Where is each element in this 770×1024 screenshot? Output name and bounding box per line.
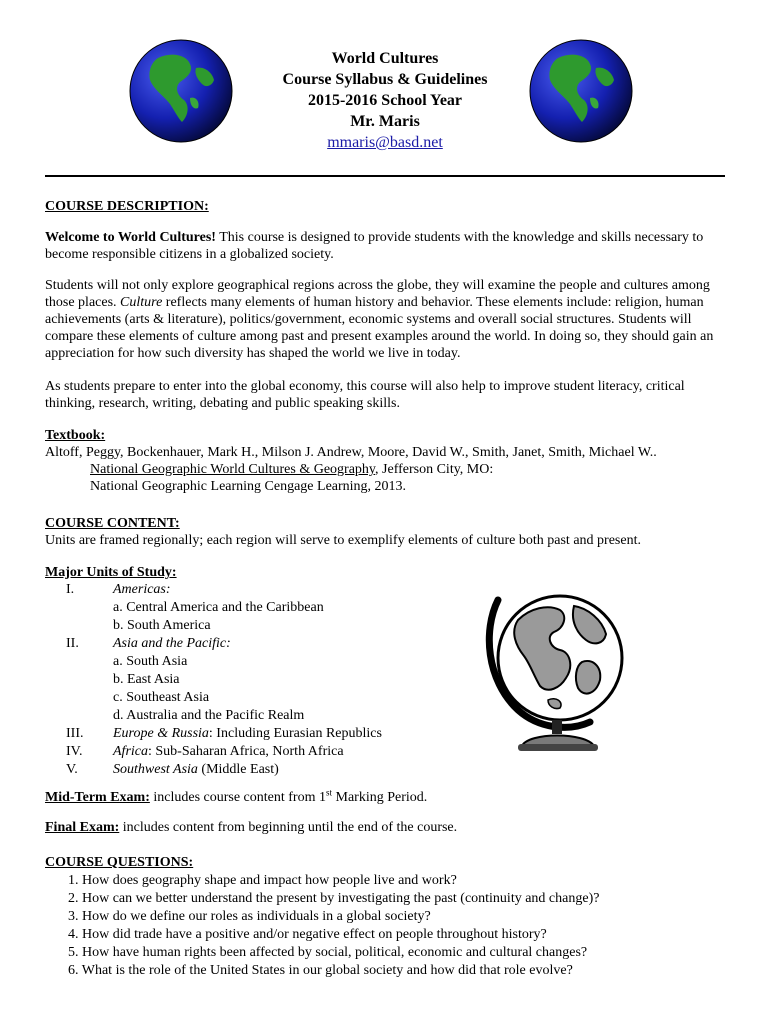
culture-word: Culture bbox=[120, 295, 163, 310]
unit-1-sub-a: a. Central America and the Caribbean bbox=[113, 600, 324, 615]
teacher-email-link[interactable]: mmaris@basd.net bbox=[327, 134, 443, 151]
textbook-publisher: National Geographic Learning Cengage Learning, 2013. bbox=[90, 479, 407, 494]
unit-2-sub-d: d. Australia and the Pacific Realm bbox=[113, 708, 305, 723]
unit-2-sub-a: a. South Asia bbox=[113, 654, 188, 669]
school-year: 2015-2016 School Year bbox=[307, 92, 463, 109]
course-content-text: Units are framed regionally; each region will serve to exemplify elements of culture both past and present. bbox=[45, 533, 641, 548]
question-item: 1. How does geography shape and impact how people live and work? bbox=[68, 873, 457, 888]
textbook-title-line bbox=[45, 461, 735, 478]
culture-paragraph-a: Students will not only explore geographical regions across the globe, they will examine the people and cultures among those places. bbox=[45, 278, 710, 310]
skills-paragraph: As students prepare to enter into the global economy, this course will also help to improve student literacy, critical thinking, research, writing, debating and public speaking skills. bbox=[45, 379, 685, 411]
document-header bbox=[200, 48, 570, 153]
question-item: 6. What is the role of the United States in our global society and how did that role evolve? bbox=[68, 963, 573, 978]
question-item: 2. How can we better understand the present by investigating the past (continuity and change)? bbox=[68, 891, 600, 906]
textbook-heading: Textbook: bbox=[45, 428, 106, 443]
major-units-heading: Major Units of Study: bbox=[45, 565, 177, 580]
question-item: 5. How have human rights been affected by social, political, economic and cultural changes? bbox=[68, 945, 588, 960]
textbook-title: National Geographic World Cultures & Geography bbox=[90, 462, 376, 477]
welcome-paragraph bbox=[45, 229, 735, 263]
units-list: I. Americas: a. Central America and the Caribbean b. South America II. Asia and the Pacific: a. South Asia b. East Asia c. Southeast Asia d. Australia and the Pacific Realm III. Europe & Russia: Including Eurasian Republics IV. Africa: Sub-Saharan Africa, North Africa V. Southwest Asia (Middle East) bbox=[66, 582, 382, 777]
midterm-line bbox=[45, 789, 735, 806]
course-content-heading: COURSE CONTENT: bbox=[45, 516, 180, 531]
unit-1-sub-b: b. South America bbox=[113, 618, 211, 633]
textbook-authors: Altoff, Peggy, Bockenhauer, Mark H., Milson J. Andrew, Moore, David W., Smith, Janet, Smith, Michael W.. bbox=[45, 445, 657, 460]
welcome-rest: This course is designed to provide students with the knowledge and skills necessary to become responsible citizens in a globalized society. bbox=[45, 230, 704, 262]
midterm-text: includes course content from 1 bbox=[149, 790, 326, 805]
question-item: 4. How did trade have a positive and/or negative effect on people throughout history? bbox=[68, 927, 547, 942]
course-questions-heading: COURSE QUESTIONS: bbox=[45, 855, 194, 870]
course-title: World Cultures bbox=[331, 50, 439, 67]
teacher-name: Mr. Maris bbox=[350, 113, 420, 130]
final-text: includes content from beginning until the end of the course. bbox=[119, 820, 458, 835]
unit-2-sub-b: b. East Asia bbox=[113, 672, 180, 687]
midterm-label: Mid-Term Exam: bbox=[45, 790, 150, 805]
textbook-section bbox=[45, 427, 735, 495]
textbook-place: , Jefferson City, MO: bbox=[375, 462, 494, 477]
midterm-text-end: Marking Period. bbox=[332, 790, 428, 805]
course-content-section bbox=[45, 515, 735, 549]
course-description-heading: COURSE DESCRIPTION: bbox=[45, 199, 209, 214]
header-divider bbox=[45, 175, 725, 177]
final-line bbox=[45, 819, 735, 836]
unit-2-sub-c: c. Southeast Asia bbox=[113, 690, 210, 705]
globe-stand-clipart bbox=[478, 570, 638, 760]
culture-paragraph bbox=[45, 277, 735, 362]
welcome-bold: Welcome to World Cultures! bbox=[45, 230, 216, 245]
culture-paragraph-b: reflects many elements of human history and behavior. These elements include: religion, human achievements (arts & literature), politics/government, economic systems and overall social structures. Students will compare these elements of culture among past and present examples around the world. In doing so, they should gain an appreciation for how such diversity has shaped the world we live in today. bbox=[45, 295, 714, 361]
question-item: 3. How do we define our roles as individuals in a global society? bbox=[68, 909, 431, 924]
syllabus-title: Course Syllabus & Guidelines bbox=[282, 71, 488, 88]
questions-list bbox=[68, 872, 728, 980]
midterm-sup: st bbox=[325, 787, 332, 798]
final-label: Final Exam: bbox=[45, 820, 120, 835]
